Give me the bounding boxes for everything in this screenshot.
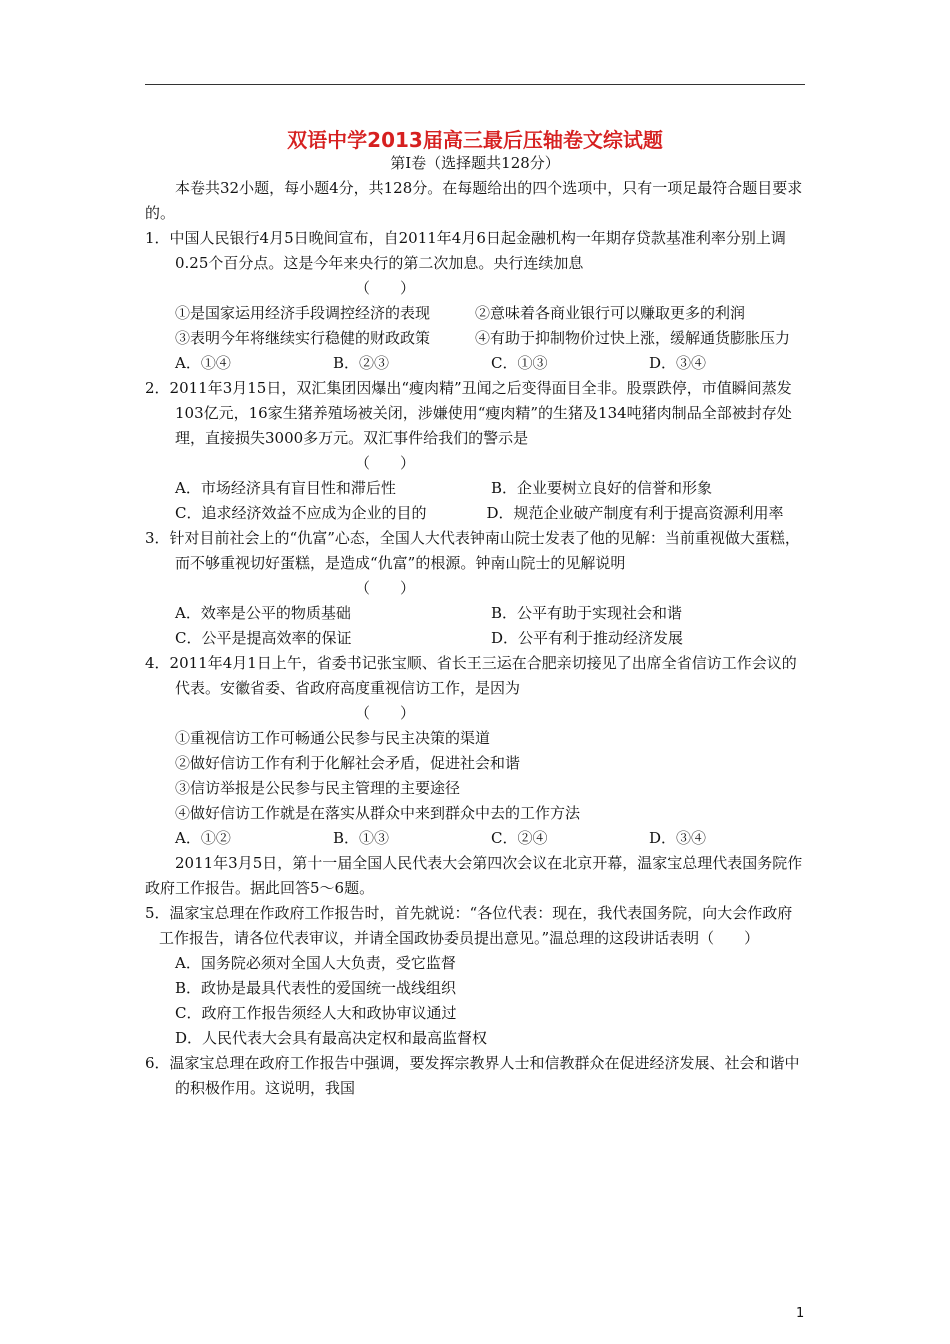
header-rule — [145, 84, 805, 85]
page-number: 1 — [796, 1306, 805, 1321]
choice-b: B．②③ — [333, 354, 390, 372]
statement-pair: ③表明今年将继续实行稳健的财政政策 ④有助于抑制物价过快上涨，缓解通货膨胀压力 — [175, 329, 791, 347]
question-stem: 2．2011年3月15日，双汇集团因爆出“瘦肉精”丑闻之后变得面目全非。股票跌停，市值瞬间蒸发103亿元，16家生猪养殖场被关闭，涉嫌使用“瘦肉精”的生猪及134吨猪肉制品全部被封存处理，直接损失3000多万元。双汇事件给我们的警示是 — [145, 379, 792, 447]
choice-row — [145, 476, 807, 501]
question-stem: 1．中国人民银行4月5日晚间宣布，自2011年4月6日起金融机构一年期存贷款基准利率分别上调0.25个百分点。这是今年来央行的第二次加息。央行连续加息 — [145, 229, 786, 272]
material-text: 2011年3月5日，第十一届全国人民代表大会第四次会议在北京开幕，温家宝总理代表国务院作政府工作报告。据此回答5～6题。 — [145, 854, 803, 897]
statement: ④做好信访工作就是在落实从群众中来到群众中去的工作方法 — [175, 804, 581, 822]
choice-d: D．③④ — [649, 354, 707, 372]
choice-b: B．政协是最具代表性的爱国统一战线组织 — [175, 979, 457, 997]
choice-a: A．市场经济具有盲目性和滞后性 — [175, 479, 396, 497]
exam-subtitle: 第Ⅰ卷（选择题共128分） — [390, 154, 560, 172]
choice-a: A．①② — [175, 829, 231, 847]
question-1 — [145, 226, 807, 376]
statement-pair: ①是国家运用经济手段调控经济的表现 ②意味着各商业银行可以赚取更多的利润 — [175, 304, 746, 322]
choice-c: C．政府工作报告须经人大和政协审议通过 — [175, 1004, 457, 1022]
choice-cd: C．追求经济效益不应成为企业的目的 D．规范企业破产制度有利于提高资源利用率 — [175, 504, 784, 522]
question-stem: 5．温家宝总理在作政府工作报告时，首先就说：“各位代表：现在，我代表国务院，向大会作政府 — [145, 904, 793, 922]
instructions: 本卷共32小题，每小题4分，共128分。在每题给出的四个选项中，只有一项足最符合题目要求的。 — [145, 179, 803, 222]
question-6 — [145, 1051, 807, 1101]
choice-b: B．公平有助于实现社会和谐 — [491, 604, 683, 622]
choice-d: D．③④ — [649, 829, 707, 847]
answer-blank: （ ） — [355, 579, 416, 597]
choice-a: A．效率是公平的物质基础 — [175, 604, 351, 622]
exam-body — [145, 176, 807, 1101]
choice-row — [145, 626, 807, 651]
exam-title: 双语中学2013届高三最后压轴卷文综试题 — [287, 128, 663, 152]
question-stem-cont: 工作报告，请各位代表审议，并请全国政协委员提出意见。”温总理的这段讲话表明（ ） — [159, 929, 760, 947]
statement: ③信访举报是公民参与民主管理的主要途径 — [175, 779, 461, 797]
choice-row — [145, 826, 807, 851]
question-stem: 4．2011年4月1日上午，省委书记张宝顺、省长王三运在合肥亲切接见了出席全省信访工作会议的代表。安徽省委、省政府高度重视信访工作，是因为 — [145, 654, 797, 697]
choice-c: C．①③ — [491, 354, 548, 372]
choice-row — [145, 351, 807, 376]
choice-a: A．国务院必须对全国人大负责，受它监督 — [175, 954, 456, 972]
choice-a: A．①④ — [175, 354, 231, 372]
choice-b: B．①③ — [333, 829, 390, 847]
question-stem: 6．温家宝总理在政府工作报告中强调，要发挥宗教界人士和信教群众在促进经济发展、社会和谐中的积极作用。这说明，我国 — [145, 1054, 800, 1097]
choice-d: D．人民代表大会具有最高决定权和最高监督权 — [175, 1029, 488, 1047]
question-5 — [145, 901, 807, 1051]
answer-blank: （ ） — [355, 704, 416, 722]
answer-blank: （ ） — [355, 454, 416, 472]
answer-blank: （ ） — [355, 279, 416, 297]
choice-row — [145, 601, 807, 626]
question-3 — [145, 526, 807, 651]
question-stem: 3．针对目前社会上的“仇富”心态，全国人大代表钟南山院士发表了他的见解：当前重视做大蛋糕，而不够重视切好蛋糕，是造成“仇富”的根源。钟南山院士的见解说明 — [145, 529, 800, 572]
statement: ①重视信访工作可畅通公民参与民主决策的渠道 — [175, 729, 491, 747]
choice-d: D．公平有利于推动经济发展 — [491, 629, 684, 647]
statement: ②做好信访工作有利于化解社会矛盾，促进社会和谐 — [175, 754, 521, 772]
question-2 — [145, 376, 807, 526]
choice-c: C．②④ — [491, 829, 548, 847]
choice-c: C．公平是提高效率的保证 — [175, 629, 352, 647]
choice-b: B．企业要树立良好的信誉和形象 — [491, 479, 713, 497]
question-4 — [145, 651, 807, 851]
